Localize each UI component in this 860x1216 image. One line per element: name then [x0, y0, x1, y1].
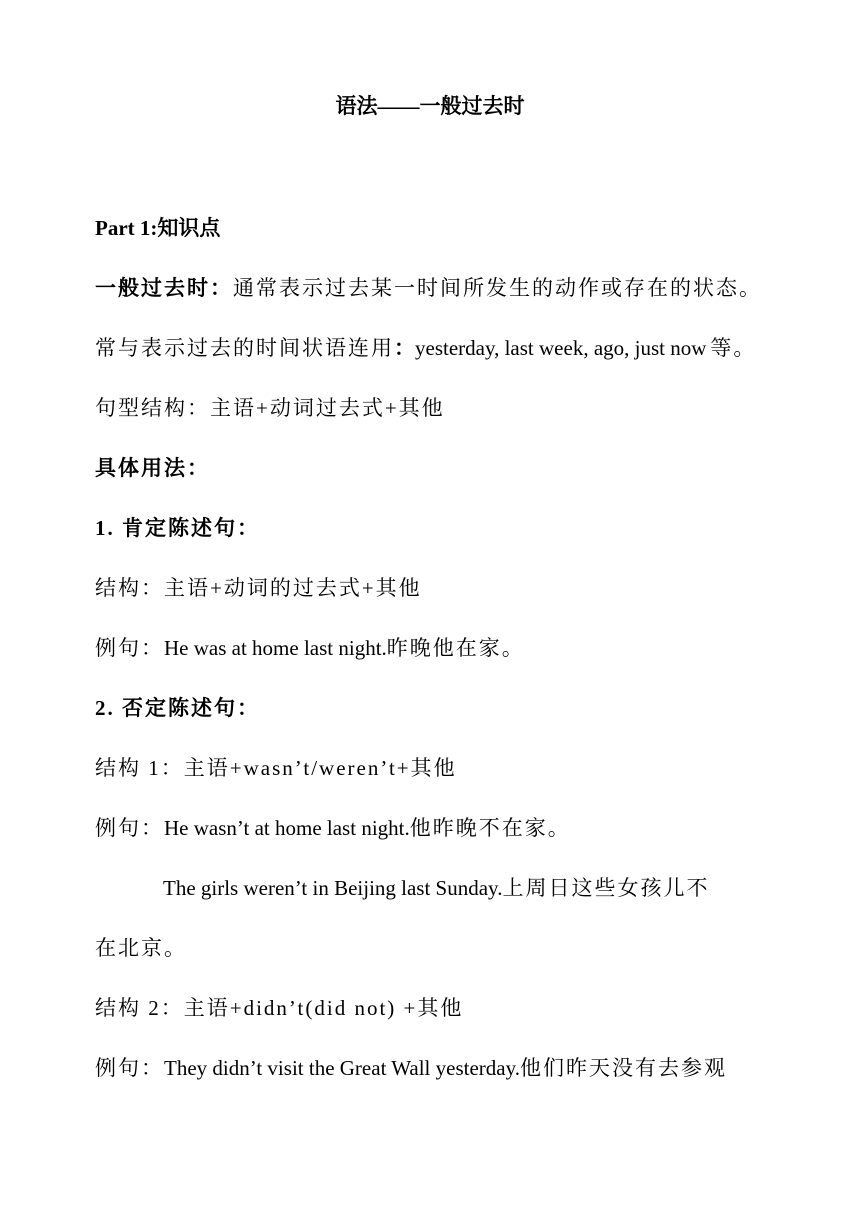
part-heading: Part 1:知识点 — [95, 216, 221, 240]
example-english: He wasn’t at home last night. — [164, 816, 410, 840]
section2-example1 — [95, 812, 775, 844]
section1-structure: 结构：主语+动词的过去式+其他 — [95, 576, 422, 600]
section2-structure1: 结构 1：主语+wasn’t/weren’t+其他 — [95, 756, 457, 780]
example-english: The girls weren’t in Beijing last Sunday. — [163, 876, 503, 900]
adverbials-prefix: 常与表示过去的时间状语连用 — [95, 336, 394, 360]
page-title: 语法——一般过去时 — [335, 94, 525, 118]
adverbials-examples: yesterday, last week, ago, just now — [415, 336, 707, 360]
section2-example2 — [163, 872, 775, 904]
definition-line — [95, 272, 775, 304]
example-chinese: 他昨晚不在家。 — [409, 816, 571, 840]
definition-label: 一般过去时： — [95, 276, 233, 300]
example-english: They didn’t visit the Great Wall yesterday. — [164, 1056, 520, 1080]
example-label: 例句： — [95, 816, 164, 840]
usage-heading: 具体用法： — [95, 456, 210, 480]
example-english: He was at home last night. — [164, 636, 387, 660]
example-chinese: 昨晚他在家。 — [386, 636, 525, 660]
section2-structure2: 结构 2：主语+didn’t(did not) +其他 — [95, 996, 464, 1020]
adverbials-suffix: 等。 — [710, 336, 757, 360]
example-chinese: 上周日这些女孩儿不 — [502, 876, 710, 900]
sentence-pattern: 句型结构：主语+动词过去式+其他 — [95, 396, 445, 420]
example-label: 例句： — [95, 636, 164, 660]
section2-heading: 2. 否定陈述句： — [95, 696, 260, 720]
adverbials-colon: ： — [394, 336, 415, 360]
example-label: 例句： — [95, 1056, 164, 1080]
section2-example3 — [95, 1052, 775, 1084]
definition-text: 通常表示过去某一时间所发生的动作或存在的状态。 — [233, 276, 762, 300]
example-chinese: 他们昨天没有去参观 — [520, 1056, 727, 1080]
section1-heading: 1. 肯定陈述句： — [95, 516, 260, 540]
section1-example — [95, 632, 775, 664]
adverbials-line — [95, 332, 775, 364]
section2-example2-continuation: 在北京。 — [95, 936, 187, 960]
